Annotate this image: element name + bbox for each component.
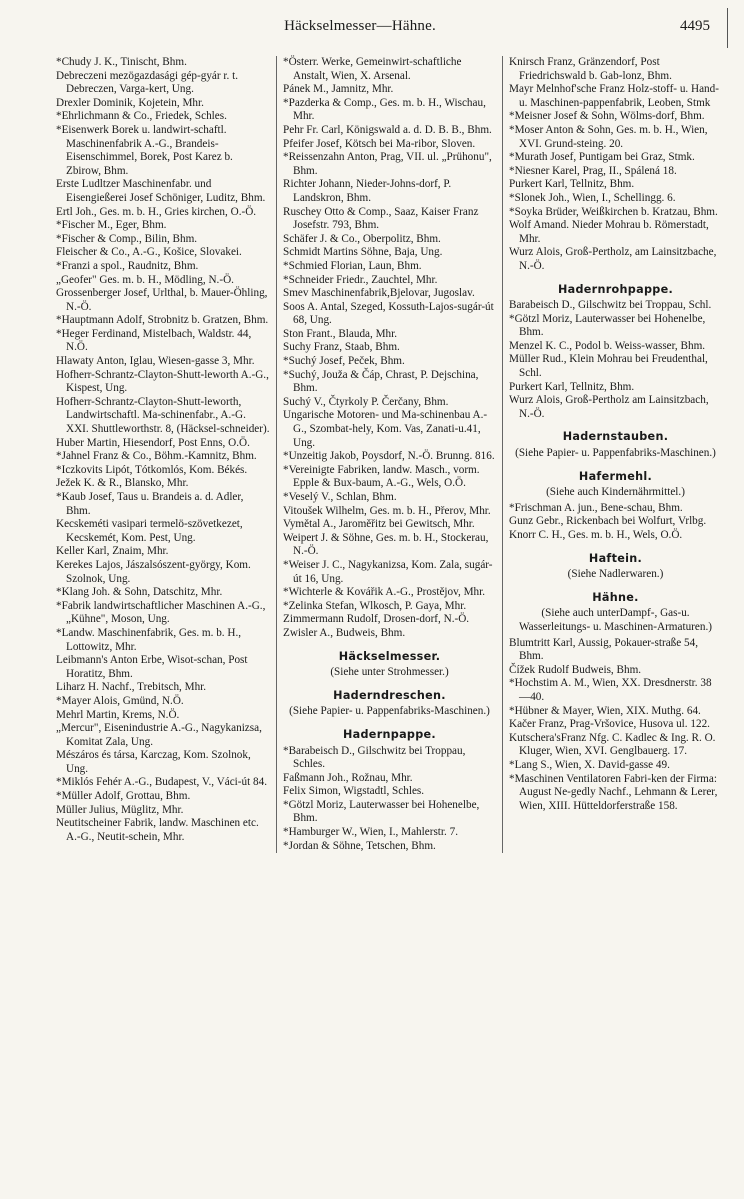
directory-entry: *Maschinen Ventilatoren Fabri-ken der Firma: August Ne-gedly Nachf., Lehmann & Lerer, Wien, XIII. Hütteldorferstraße 158. (509, 772, 718, 812)
directory-entry: Mayr Melnhof'sche Franz Holz-stoff- u. Hand- u. Maschinen-pappenfabrik, Leoben, Stmk (509, 83, 719, 109)
category-heading: Hähne. (592, 590, 639, 604)
directory-entry: *Hochstim A. M., Wien, XX. Dresdnerstr. 38—40. (509, 677, 712, 703)
directory-entry: Smev Maschinenfabrik,Bjelovar, Jugoslav. (283, 287, 475, 300)
directory-entry: *Vereinigte Fabriken, landw. Masch., vorm. Epple & Bux-baum, A.-G., Wels, O.Ö. (283, 463, 480, 490)
cross-reference: (Siehe auch Kindernährmittel.) (546, 486, 685, 499)
directory-entry: *Heger Ferdinand, Mistelbach, Waldstr. 44, N.Ö. (56, 327, 252, 354)
directory-entry: Kecskeméti vasipari termelö-szövetkezet, Kecskemét, Kom. Pest, Ung. (56, 518, 243, 544)
directory-entry: Barabeisch D., Gilschwitz bei Troppau, Schl. (509, 299, 712, 312)
directory-entry: Pánek M., Jamnitz, Mhr. (283, 83, 394, 96)
directory-entry: *Slonek Joh., Wien, I., Schellingg. 6. (509, 191, 676, 204)
directory-entry: Menzel K. C., Podol b. Weiss-wasser, Bhm. (509, 339, 706, 352)
directory-entry: Wolf Amand. Nieder Mohrau b. Römerstadt, Mhr. (509, 219, 709, 245)
cross-reference: (Siehe Papier- u. Pappenfabriks-Maschinen.) (289, 705, 490, 718)
directory-entry: Huber Martin, Hiesendorf, Post Enns, O.Ö. (56, 436, 250, 449)
directory-entry: Faßmann Joh., Rožnau, Mhr. (283, 771, 413, 784)
directory-entry: Erste Ludltzer Maschinenfabr. und Eisengießerei Josef Schöniger, Luditz, Bhm. (56, 178, 266, 204)
directory-entry: Mehrl Martin, Krems, N.Ö. (56, 708, 180, 721)
directory-entry: Felix Simon, Wigstadtl, Schles. (283, 785, 425, 798)
directory-entry: *Lang S., Wien, X. David-gasse 49. (509, 758, 670, 771)
directory-entry: Hofherr-Schrantz-Clayton-Shutt-leworth, Landwirtschaftl. Ma-schinenfabr., A.-G. XXI. Shuttleworthstr. 8, (Häcksel-schneider). (56, 395, 270, 436)
directory-entry: Ertl Joh., Ges. m. b. H., Gries kirchen, O.-Ö. (56, 205, 257, 218)
directory-entry: Blumtritt Karl, Aussig, Pokauer-straße 54, Bhm. (509, 636, 699, 663)
directory-columns (50, 56, 730, 853)
directory-entry: *Fischer & Comp., Bilin, Bhm. (56, 232, 198, 245)
directory-entry: *Ehrlichmann & Co., Friedek, Schles. (56, 110, 227, 123)
directory-entry: *Müller Adolf, Grottau, Bhm. (56, 790, 191, 803)
directory-entry: *Jahnel Franz & Co., Böhm.-Kamnitz, Bhm. (56, 450, 257, 463)
directory-entry: Vitoušek Wilhelm, Ges. m. b. H., Přerov, Mhr. (283, 504, 491, 517)
directory-entry: *Kaub Josef, Taus u. Brandeis a. d. Adler, Bhm. (56, 491, 244, 517)
category-heading: Hadernrohpappe. (557, 282, 674, 296)
directory-entry: *Murath Josef, Puntigam bei Graz, Stmk. (509, 151, 695, 164)
directory-entry: *Franzi a spol., Raudnitz, Bhm. (56, 259, 199, 272)
directory-entry: Suchý V., Čtyrkoly P. Čerčany, Bhm. (283, 395, 449, 408)
directory-entry: *Iczkovits Lipót, Tótkomlós, Kom. Békés. (56, 463, 248, 476)
page-number: 4495 (680, 18, 710, 34)
directory-entry: Wurz Alois, Groß-Pertholz am Lainsitzbach, N.-Ö. (509, 394, 709, 420)
directory-entry: Schäfer J. & Co., Oberpolitz, Bhm. (283, 232, 441, 245)
directory-entry: Pehr Fr. Carl, Königswald a. d. D. B. B., Bhm. (283, 123, 492, 136)
directory-entry: *Suchý Josef, Peček, Bhm. (283, 355, 405, 368)
directory-entry: Ježek K. & R., Blansko, Mhr. (56, 477, 189, 490)
directory-entry: Soos A. Antal, Szeged, Kossuth-Lajos-sugár-út 68, Ung. (283, 300, 494, 327)
directory-entry: Kačer Franz, Prag-Vršovice, Husova ul. 122. (509, 718, 710, 731)
directory-entry: *Mayer Alois, Gmünd, N.Ö. (56, 694, 184, 707)
directory-entry: *Klang Joh. & Sohn, Datschitz, Mhr. (56, 586, 223, 599)
directory-entry: Debreczeni mezögazdasági gép-gyár r. t. Debreczen, Varga-kert, Ung. (56, 69, 239, 96)
directory-entry: *Eisenwerk Borek u. landwirt-schaftl. Maschinenfabrik A.-G., Brandeis-Eisenschimmel, Borek, Post Karez b. Zbirow, Bhm. (56, 123, 233, 177)
directory-entry: Ungarische Motoren- und Ma-schinenbau A.-G., Szombat-hely, Kom. Vas, Zanati-u.41, Ung. (283, 409, 488, 449)
directory-entry: Knirsch Franz, Gränzendorf, Post Friedrichswald b. Gab-lonz, Bhm. (509, 56, 672, 82)
directory-entry: *Schneider Friedr., Zauchtel, Mhr. (283, 273, 438, 286)
directory-entry: *Hübner & Mayer, Wien, XIX. Muthg. 64. (509, 704, 701, 717)
directory-entry: Drexler Dominik, Kojetein, Mhr. (56, 96, 204, 109)
category-heading: Hafermehl. (578, 469, 653, 483)
category-heading: Häckselmesser. (338, 649, 441, 663)
directory-entry: Ruschey Otto & Comp., Saaz, Kaiser Franz Josefstr. 793, Bhm. (283, 205, 479, 232)
directory-entry: *Wichterle & Kovářik A.-G., Prostějov, Mhr. (283, 586, 486, 599)
directory-entry: Kutschera'sFranz Nfg. C. Kadlec & Ing. R. O. Kluger, Wien, XVI. Genglbauerg. 17. (509, 731, 716, 758)
category-heading: Hadernstauben. (562, 430, 669, 444)
directory-entry: Purkert Karl, Tellnitz, Bhm. (509, 380, 635, 393)
category-heading: Haderndreschen. (333, 688, 446, 702)
directory-entry: Knorr C. H., Ges. m. b. H., Wels, O.Ö. (509, 529, 683, 541)
directory-entry: Purkert Karl, Tellnitz, Bhm. (509, 178, 635, 191)
directory-entry: Grossenberger Josef, Urlthal, b. Mauer-Öhling, N.-Ö. (56, 287, 268, 313)
directory-entry: Müller Julius, Müglitz, Mhr. (56, 803, 184, 816)
directory-entry: *Österr. Werke, Gemeinwirt-schaftliche Anstalt, Wien, X. Arsenal. (283, 56, 462, 82)
directory-entry: Richter Johann, Nieder-Johns-dorf, P. Landskron, Bhm. (283, 178, 452, 204)
page-title: Häckselmesser—Hähne. (284, 18, 436, 34)
directory-entry: Keller Karl, Znaim, Mhr. (56, 545, 169, 558)
directory-entry: *Zelinka Stefan, Wlkosch, P. Gaya, Mhr. (283, 599, 467, 612)
page-edge-rule (727, 8, 728, 48)
directory-entry: Suchy Franz, Staab, Bhm. (283, 341, 400, 354)
directory-entry: Neutitscheiner Fabrik, landw. Maschinen etc. A.-G., Neutit-schein, Mhr. (56, 817, 259, 843)
directory-entry: *Frischman A. jun., Bene-schau, Bhm. (509, 501, 683, 514)
directory-entry: *Götzl Moriz, Lauterwasser bei Hohenelbe, Bhm. (283, 798, 480, 825)
directory-entry: Schmidt Martins Söhne, Baja, Ung. (283, 246, 443, 259)
directory-entry: Čížek Rudolf Budweis, Bhm. (509, 663, 642, 676)
directory-entry: *Meisner Josef & Sohn, Wölms-dorf, Bhm. (509, 110, 705, 123)
directory-entry: Wurz Alois, Groß-Pertholz, am Lainsitzbache, N.-Ö. (509, 246, 717, 272)
directory-entry: *Fischer M., Eger, Bhm. (56, 219, 167, 232)
category-heading: Haftein. (588, 551, 643, 565)
directory-entry: Ston Frant., Blauda, Mhr. (283, 327, 398, 340)
directory-entry: *Hauptmann Adolf, Strobnitz b. Gratzen, Bhm. (56, 314, 269, 327)
directory-entry: Kerekes Lajos, Jászalsószent-györgy, Kom. Szolnok, Ung. (56, 558, 251, 585)
directory-entry: *Landw. Maschinenfabrik, Ges. m. b. H., Lottowitz, Mhr. (56, 626, 242, 653)
directory-entry: *Barabeisch D., Gilschwitz bei Troppau, Schles. (283, 744, 466, 771)
directory-entry: Zimmermann Rudolf, Drosen-dorf, N.-Ö. (283, 613, 470, 626)
directory-entry: Gunz Gebr., Rickenbach bei Wolfurt, Vrlbg. (509, 515, 707, 528)
directory-entry: *Hamburger W., Wien, I., Mahlerstr. 7. (283, 826, 458, 839)
directory-entry: Weipert J. & Söhne, Ges. m. b. H., Stockerau, N.-Ö. (283, 531, 489, 558)
directory-entry: *Fabrik landwirtschaftlicher Maschinen A.-G., „Kühne", Moson, Ung. (56, 599, 266, 626)
directory-entry: Zwisler A., Budweis, Bhm. (283, 626, 406, 639)
directory-entry: Leibmann's Anton Erbe, Wisot-schan, Post Horatitz, Bhm. (56, 654, 248, 680)
directory-entry: Hlawaty Anton, Iglau, Wiesen-gasse 3, Mhr. (56, 355, 255, 368)
directory-entry: *Miklós Fehér A.-G., Budapest, V., Váci-út 84. (56, 776, 267, 789)
cross-reference: (Siehe Nadlerwaren.) (567, 568, 664, 581)
directory-entry: „Geofer" Ges. m. b. H., Mödling, N.-Ö. (56, 273, 234, 286)
directory-entry: *Götzl Moriz, Lauterwasser bei Hohenelbe, Bhm. (509, 312, 706, 339)
cross-reference: (Siehe auch unterDampf-, Gas-u. Wasserleitungs- u. Maschinen-Armaturen.) (519, 607, 712, 633)
directory-entry: *Chudy J. K., Tinischt, Bhm. (56, 56, 187, 68)
cross-reference: (Siehe Papier- u. Pappenfabriks-Maschinen.) (515, 447, 716, 460)
directory-entry: *Reissenzahn Anton, Prag, VII. ul. „Prühonu", Bhm. (283, 151, 492, 177)
column-right (502, 56, 728, 853)
directory-entry: Pfeifer Josef, Kötsch bei Ma-ribor, Sloven. (283, 137, 476, 150)
directory-entry: Vymětal A., Jaroměřitz bei Gewitsch, Mhr. (283, 518, 475, 531)
directory-entry: *Weiser J. C., Nagykanizsa, Kom. Zala, sugár-út 16, Ung. (283, 558, 493, 585)
category-heading: Hadernpappe. (342, 727, 436, 741)
directory-entry: Fleischer & Co., A.-G., Košice, Slovakei. (56, 246, 242, 259)
directory-entry: Mészáros és társa, Karczag, Kom. Szolnok, Ung. (56, 749, 251, 775)
column-left (50, 56, 276, 853)
directory-entry: „Mercur", Eisenindustrie A.-G., Nagykanizsa, Komitat Zala, Ung. (56, 722, 262, 748)
directory-entry: Hofherr-Schrantz-Clayton-Shutt-leworth A.-G., Kispest, Ung. (56, 368, 269, 395)
directory-entry: *Suchý, Jouža & Čáp, Chrast, P. Dejschina, Bhm. (283, 368, 479, 395)
cross-reference: (Siehe unter Strohmesser.) (330, 666, 449, 679)
column-middle (276, 56, 502, 853)
directory-entry: *Moser Anton & Sohn, Ges. m. b. H., Wien, XVI. Grund-steing. 20. (509, 123, 708, 150)
directory-entry: *Pazderka & Comp., Ges. m. b. H., Wischau, Mhr. (283, 96, 486, 123)
page-header (50, 8, 730, 42)
directory-entry: *Niesner Karel, Prag, II., Spálená 18. (509, 164, 677, 177)
directory-entry: *Veselý V., Schlan, Bhm. (283, 491, 397, 503)
directory-entry: Müller Rud., Klein Mohrau bei Freudenthal, Schl. (509, 353, 708, 380)
directory-entry: Liharz H. Nachf., Trebitsch, Mhr. (56, 681, 207, 694)
directory-entry: *Unzeitig Jakob, Poysdorf, N.-Ö. Brunng. 816. (283, 450, 495, 463)
directory-entry: *Soyka Brüder, Weißkirchen b. Kratzau, Bhm. (509, 205, 718, 218)
directory-entry: *Schmied Florian, Laun, Bhm. (283, 259, 422, 272)
directory-entry: *Jordan & Söhne, Tetschen, Bhm. (283, 839, 436, 852)
